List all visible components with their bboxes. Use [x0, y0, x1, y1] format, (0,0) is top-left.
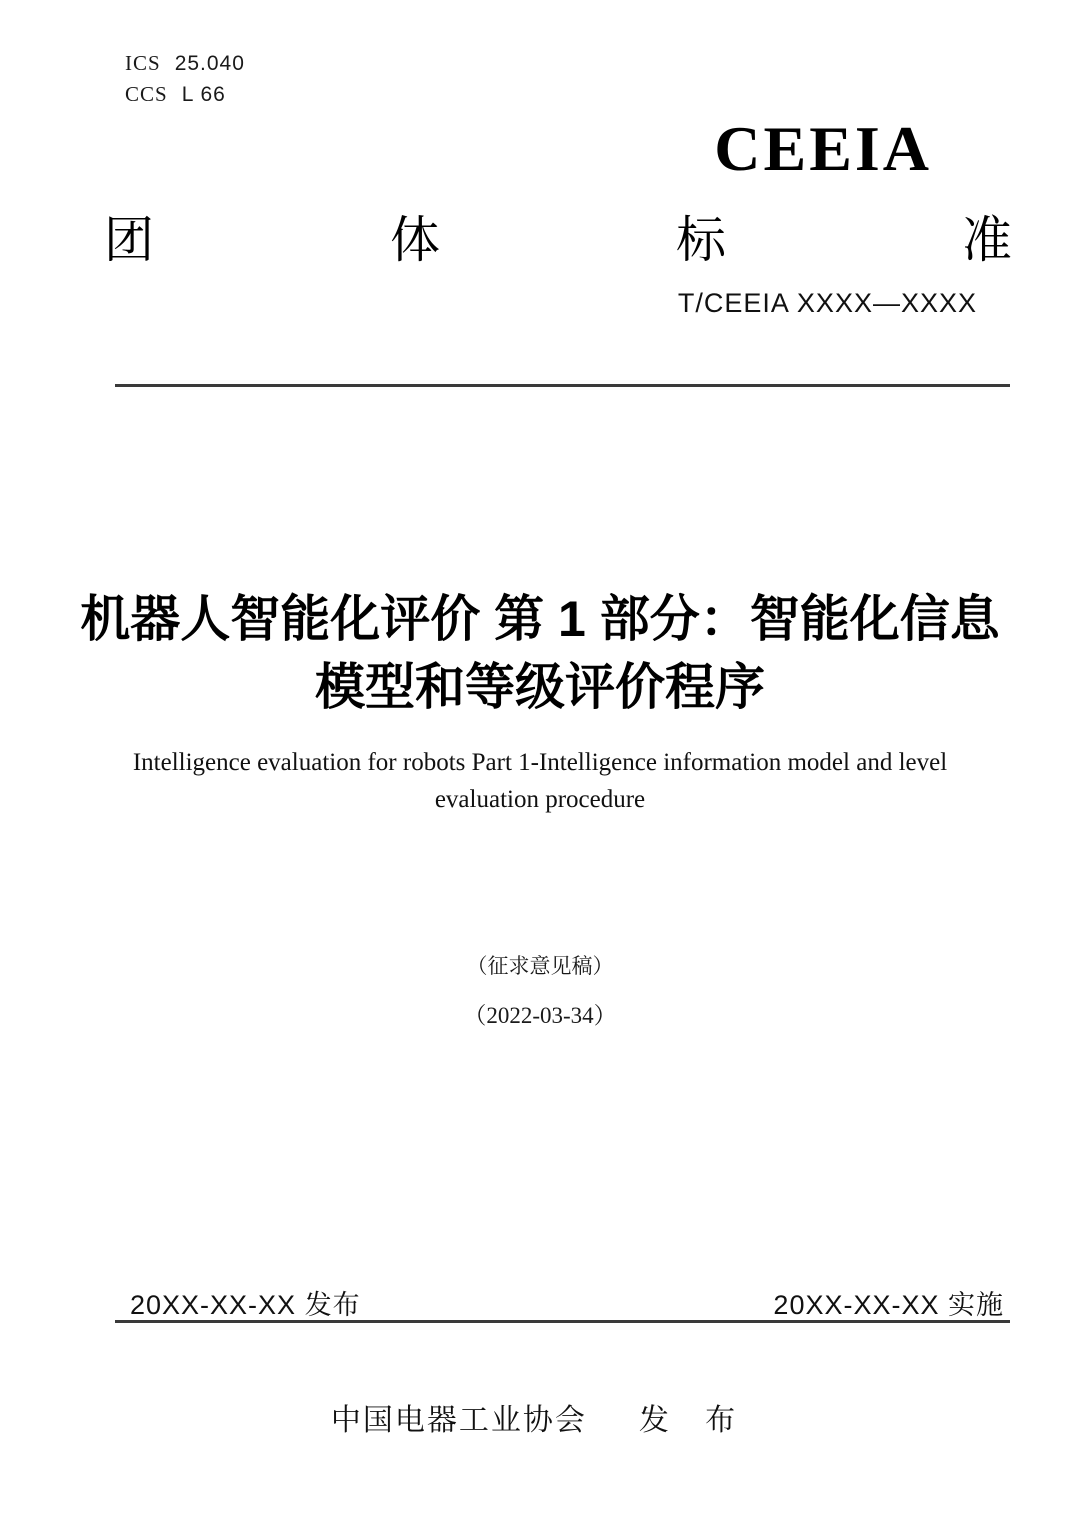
- document-title-line1: 机器人智能化评价 第 1 部分：智能化信息: [80, 591, 1000, 647]
- standard-type-char-3: 标: [676, 212, 726, 268]
- document-subtitle-line2: evaluation procedure: [434, 786, 646, 813]
- ccs-code-line: [125, 79, 245, 110]
- ics-label: ICS: [125, 51, 161, 75]
- standard-type-char-4: 准: [962, 212, 1012, 268]
- document-subtitle-line1: Intelligence evaluation for robots Part 1-Intelligence information model and level: [132, 749, 948, 776]
- issue-implement-dates-row: [130, 1283, 1004, 1322]
- document-title-line2: 模型和等级评价程序: [315, 659, 765, 715]
- document-title: [0, 585, 1080, 721]
- ics-value: 25.040: [174, 52, 245, 75]
- issue-action-label: 发 布: [638, 1404, 750, 1437]
- implement-date: 20XX-XX-XX 实施: [773, 1290, 1004, 1320]
- standard-type-char-2: 体: [390, 212, 440, 268]
- ics-code-line: [125, 48, 245, 79]
- standard-type-row: [104, 200, 1012, 272]
- draft-status-note: （征求意见稿）: [466, 954, 614, 978]
- footer-divider: [115, 1320, 1010, 1323]
- issue-date: 20XX-XX-XX 发布: [130, 1290, 361, 1320]
- draft-date: （2022-03-34）: [463, 1003, 617, 1028]
- issuer-row: [0, 1395, 1080, 1439]
- classification-codes: [125, 48, 245, 110]
- ccs-label: CCS: [125, 82, 168, 106]
- ccs-value: L 66: [181, 83, 226, 106]
- issuer-name: 中国电器工业协会: [330, 1404, 587, 1437]
- standard-number: T/CEEIA XXXX—XXXX: [677, 288, 977, 318]
- standard-type-char-1: 团: [104, 212, 154, 268]
- header-divider: [115, 384, 1010, 387]
- document-subtitle-english: [60, 744, 1020, 818]
- ceeia-logo: CEEIA: [714, 113, 932, 184]
